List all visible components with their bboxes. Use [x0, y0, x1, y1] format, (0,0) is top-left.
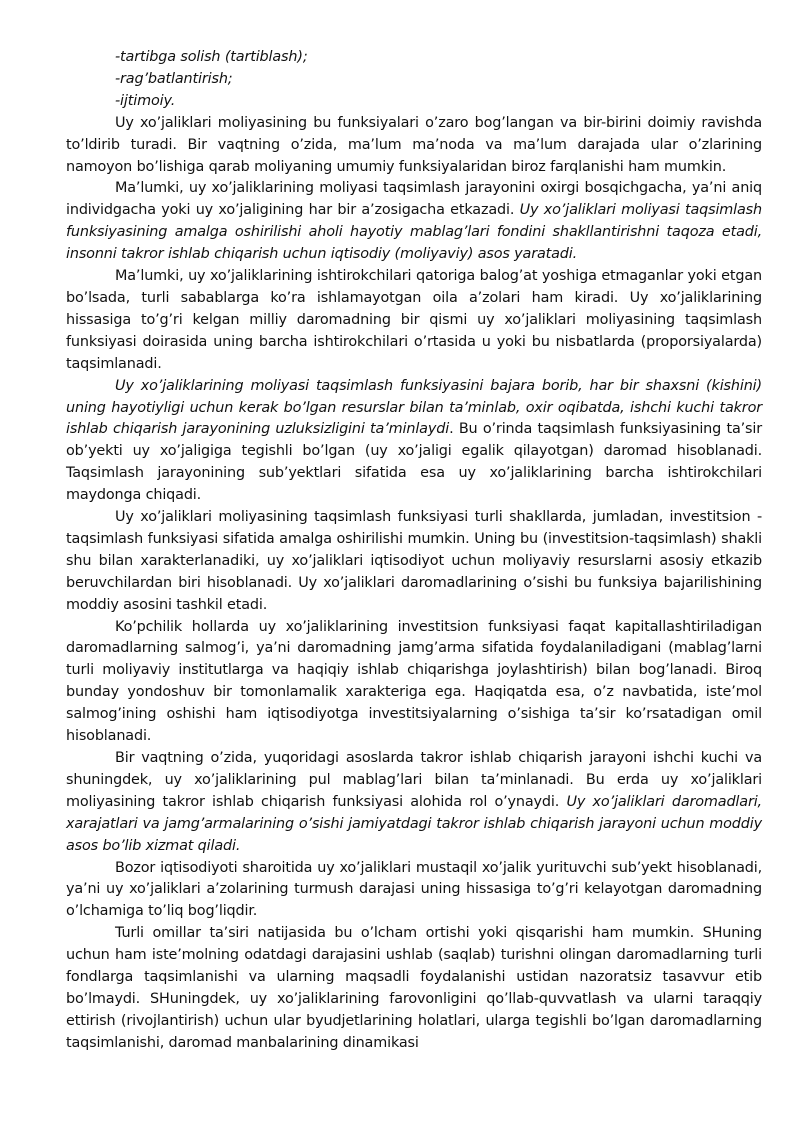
paragraph [66, 376, 762, 507]
list-item: -rag’batlantirish; [115, 70, 233, 87]
paragraph-text: Ma’lumki, uy xo’jaliklarining moliyasi taqsimlash jarayonini oxirgi bosqichgacha, ya’ni aniq individgacha yoki uy xo’jaligining har bir a’zosigacha etkazadi. [66, 180, 762, 219]
paragraph-text: Ko’pchilik hollarda uy xo’jaliklarining investitsion funksiyasi faqat kapitallashtiriladigan daromadlarning salmog’i, ya’ni daromadning jamg’arma sifatida foydalaniladigani (mablag’larni turli moliyaviy institutlarga va haqiqiy ishlab chiqarishga joylashtirish) bilan bog’lanadi. Biroq bunday yondoshuv bir tomonlamalik xarakteriga ega. Haqiqatda esa, o’z navbatida, iste’mol salmog’ining oshishi ham iqtisodiyotga investitsiyalarning o’sishiga ta’sir ko’rsatadigan omil hisoblanadi. [66, 618, 762, 745]
paragraph-text: . Bu o’rinda taqsimlash funksiyasining ta’sir ob’yekti uy xo’jaligiga tegishli bo’lgan (uy xo’jaligi egalik qilayotgan) daromad hisoblanadi. Taqsimlash jarayonining sub’yektlari sifatida esa uy xo’jaliklarining barcha ishtirokchilari maydonga chiqadi. [66, 421, 763, 504]
paragraph-emphasis: Uy xo’jaliklari daromadlari, xarajatlari va jamg’armalarining o’sishi jamiyatdagi takror ishlab chiqarish jarayoni uchun moddiy asos bo’lib xizmat qiladi. [66, 793, 762, 854]
paragraph-emphasis: Uy xo’jaliklarining moliyasi taqsimlash funksiyasini bajara borib, har bir shaxsni (kishini) uning hayotiyligi uchun kerak bo’lgan resurslar bilan ta’minlab, oxir oqibatda, ishchi kuchi takror ishlab chiqarish jarayonining uzluksizligini ta’minlaydi [66, 377, 762, 438]
paragraph [66, 923, 762, 1054]
paragraph-text: Ma’lumki, uy xo’jaliklarining ishtirokchilari qatoriga balog’at yoshiga etmaganlar yoki etgan bo’lsada, turli sabablarga ko’ra ishlamayotgan oila a’zolari ham kiradi. Uy xo’jaliklarining hissasiga to’g’ri kelgan milliy daromadning bir qismi uy xo’jaliklari moliyasining taqsimlash funksiyasi doirasida uning barcha ishtirokchilari o’rtasida u yoki bu nisbatlarda (proporsiyalarda) taqsimlanadi. [66, 268, 762, 372]
paragraph [66, 113, 762, 179]
paragraph-text: Uy xo’jaliklari moliyasining taqsimlash funksiyasi turli shakllarda, jumladan, investitsion - taqsimlash funksiyasi sifatida amalga oshirilishi mumkin. Uning bu (investitsion-taqsimlash) shakli shu bilan xarakterlanadiki, uy xo’jaliklari iqtisodiyot uchun moliyaviy resurslarni asosiy etkazib beruvchilardan biri hisoblanadi. Uy xo’jaliklari daromadlarining o’sishi bu funksiya bajarilishining moddiy asosini tashkil etadi. [66, 509, 762, 613]
paragraph [66, 266, 762, 376]
paragraph-text: Bir vaqtning o’zida, yuqoridagi asoslarda takror ishlab chiqarish jarayoni ishchi kuchi va shuningdek, uy xo’jaliklarining pul mablag’lari bilan ta’minlanadi. Bu erda uy xo’jaliklari moliyasining takror ishlab chiqarish funksiyasi alohida rol o’ynaydi. [66, 750, 762, 810]
list-item: -tartibga solish (tartiblash); [115, 49, 308, 65]
list-item: -ijtimoiy. [115, 92, 176, 109]
paragraph [66, 748, 762, 858]
paragraph-emphasis: Uy xo’jaliklari moliyasi taqsimlash funksiyasining amalga oshirilishi aholi hayotiy mablag’lari fondini shakllantirishni taqoza etadi, insonni takror ishlab chiqarish uchun iqtisodiy (moliyaviy) asos yaratadi. [66, 202, 762, 263]
paragraph [66, 617, 762, 748]
paragraph-text: Uy xo’jaliklari moliyasining bu funksiyalari o’zaro bog’langan va bir-birini doimiy ravishda to’ldirib turadi. Bir vaqtning o’zida, ma’lum ma’noda va ma’lum darajada ular o’zlarining namoyon bo’lishiga qarab moliyaning umumiy funksiyalaridan biroz farqlanishi ham mumkin. [66, 114, 762, 175]
paragraph [66, 178, 762, 266]
paragraph-text: Bozor iqtisodiyoti sharoitida uy xo’jaliklari mustaqil xo’jalik yurituvchi sub’yekt hisoblanadi, ya’ni uy xo’jaliklari a’zolarining turmush darajasi uning hissasiga to’g’ri kelayotgan daromadning o’lchamiga to’liq bog’liqdir. [66, 859, 762, 920]
paragraph [66, 507, 762, 617]
function-list [66, 47, 762, 113]
paragraph-text: Turli omillar ta’siri natijasida bu o’lcham ortishi yoki qisqarishi ham mumkin. SHuning uchun ham iste’molning odatdagi darajasini ushlab (saqlab) turishni olingan daromadlarning turli fondlarga taqsimlanishi va ularning maqsadli foydalanishi ustidan nazoratsiz tasavvur etib bo’lmaydi. SHuningdek, uy xo’jaliklarining farovonligini qo’llab-quvvatlash va ularni taraqqiy ettirish (rivojlantirish) uchun ular byudjetlarining holatlari, ularga tegishli bo’lgan daromadlarning taqsimlanishi, daromad manbalarining dinamikasi [66, 925, 762, 1051]
paragraph [66, 858, 762, 924]
